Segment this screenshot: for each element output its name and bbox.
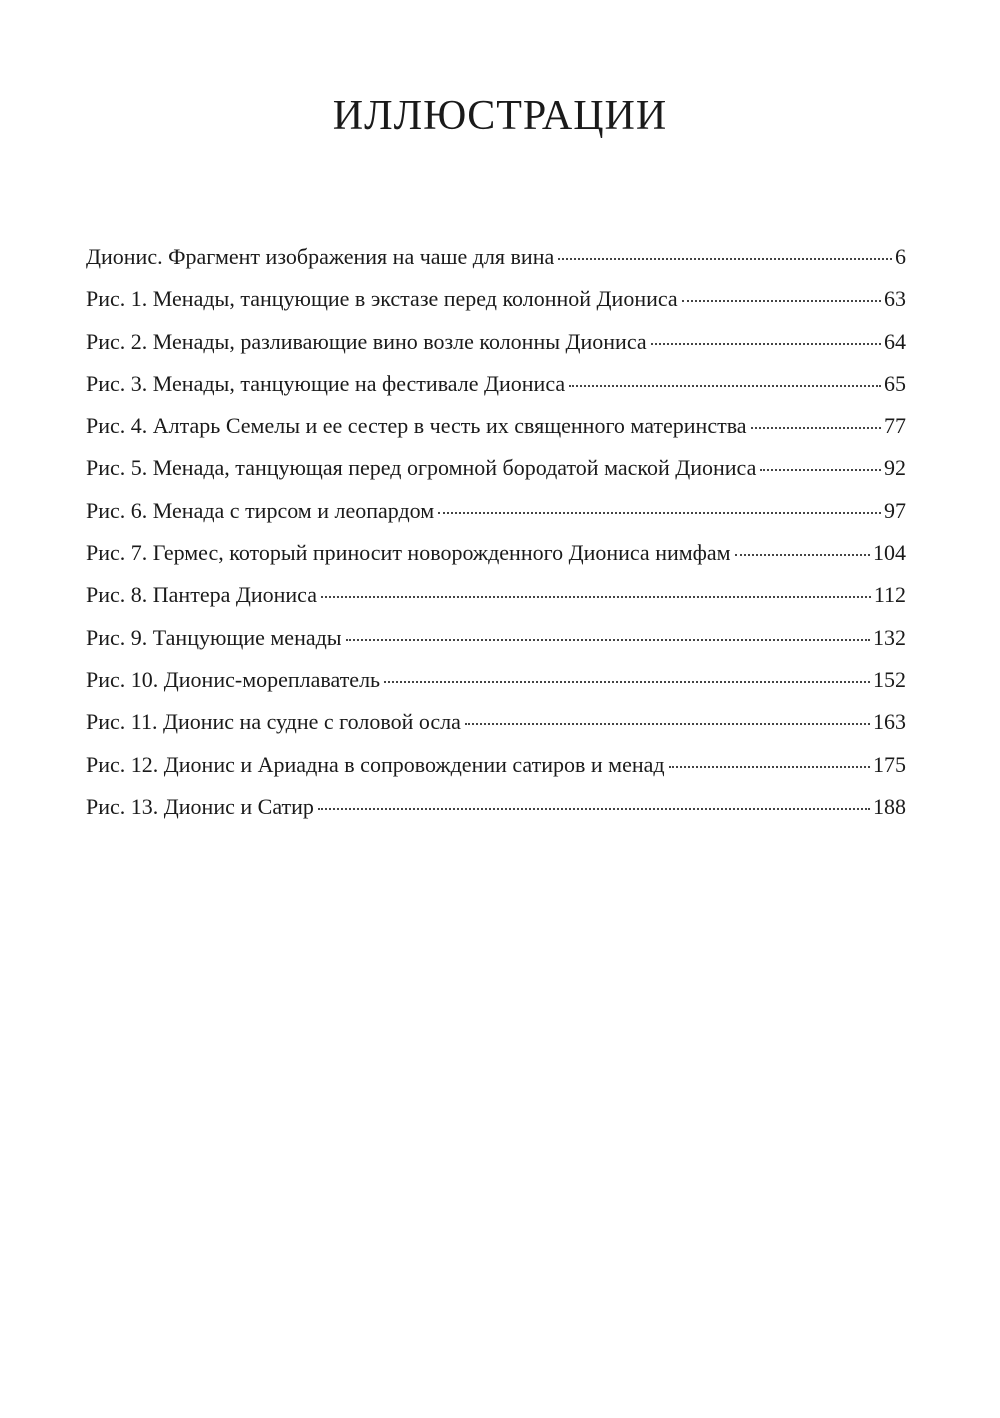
dot-leader [735,554,870,556]
list-item [86,365,906,407]
entry-label: Рис. 8. Пантера Диониса [86,582,317,608]
entry-label: Рис. 5. Менада, танцующая перед огромной бородатой маской Диониса [86,455,757,481]
list-item [86,703,906,745]
dot-leader [465,723,870,725]
entry-page-number: 175 [873,751,906,777]
dot-leader [682,300,881,302]
entry-page-number: 132 [873,624,906,650]
list-item [86,238,906,280]
entry-page-number: 163 [873,709,906,735]
list-item [86,280,906,322]
entry-label: Рис. 2. Менады, разливающие вино возле колонны Диониса [86,328,647,354]
entry-label: Рис. 3. Менады, танцующие на фестивале Диониса [86,370,566,396]
list-item [86,407,906,449]
dot-leader [669,766,870,768]
entry-label: Рис. 13. Дионис и Сатир [86,793,314,819]
illustrations-list [86,238,906,830]
dot-leader [321,596,871,598]
entry-label: Рис. 7. Гермес, который приносит новорожденного Диониса нимфам [86,540,731,566]
dot-leader [569,385,881,387]
page-title: ИЛЛЮСТРАЦИИ [332,93,668,139]
entry-page-number: 112 [873,582,906,608]
entry-page-number: 92 [884,455,906,481]
entry-page-number: 188 [873,793,906,819]
entry-page-number: 97 [884,497,906,523]
list-item [86,449,906,491]
entry-page-number: 63 [884,286,906,312]
dot-leader [558,258,892,260]
list-item [86,788,906,830]
list-item [86,576,906,618]
entry-page-number: 152 [873,666,906,692]
entry-page-number: 6 [895,244,906,269]
list-item [86,323,906,365]
dot-leader [346,639,870,641]
dot-leader [438,512,881,514]
entry-label: Рис. 4. Алтарь Семелы и ее сестер в честь их священного материнства [86,413,747,439]
entry-label: Рис. 1. Менады, танцующие в экстазе перед колонной Диониса [86,286,678,312]
dot-leader [318,808,870,810]
entry-label: Рис. 6. Менада с тирсом и леопардом [86,497,435,523]
entry-label: Дионис. Фрагмент изображения на чаше для вина [86,244,555,269]
dot-leader [384,681,870,683]
entry-page-number: 64 [884,328,906,354]
entry-label: Рис. 10. Дионис-мореплаватель [86,666,381,692]
list-item [86,534,906,576]
entry-label: Рис. 12. Дионис и Ариадна в сопровождении сатиров и менад [86,751,665,777]
list-item [86,746,906,788]
entry-page-number: 77 [884,413,906,439]
list-item [86,619,906,661]
entry-page-number: 104 [873,540,906,566]
list-item [86,661,906,703]
entry-page-number: 65 [884,370,906,396]
dot-leader [651,343,881,345]
entry-label: Рис. 9. Танцующие менады [86,624,342,650]
dot-leader [760,469,881,471]
list-item [86,492,906,534]
dot-leader [751,427,881,429]
entry-label: Рис. 11. Дионис на судне с головой осла [86,709,461,735]
